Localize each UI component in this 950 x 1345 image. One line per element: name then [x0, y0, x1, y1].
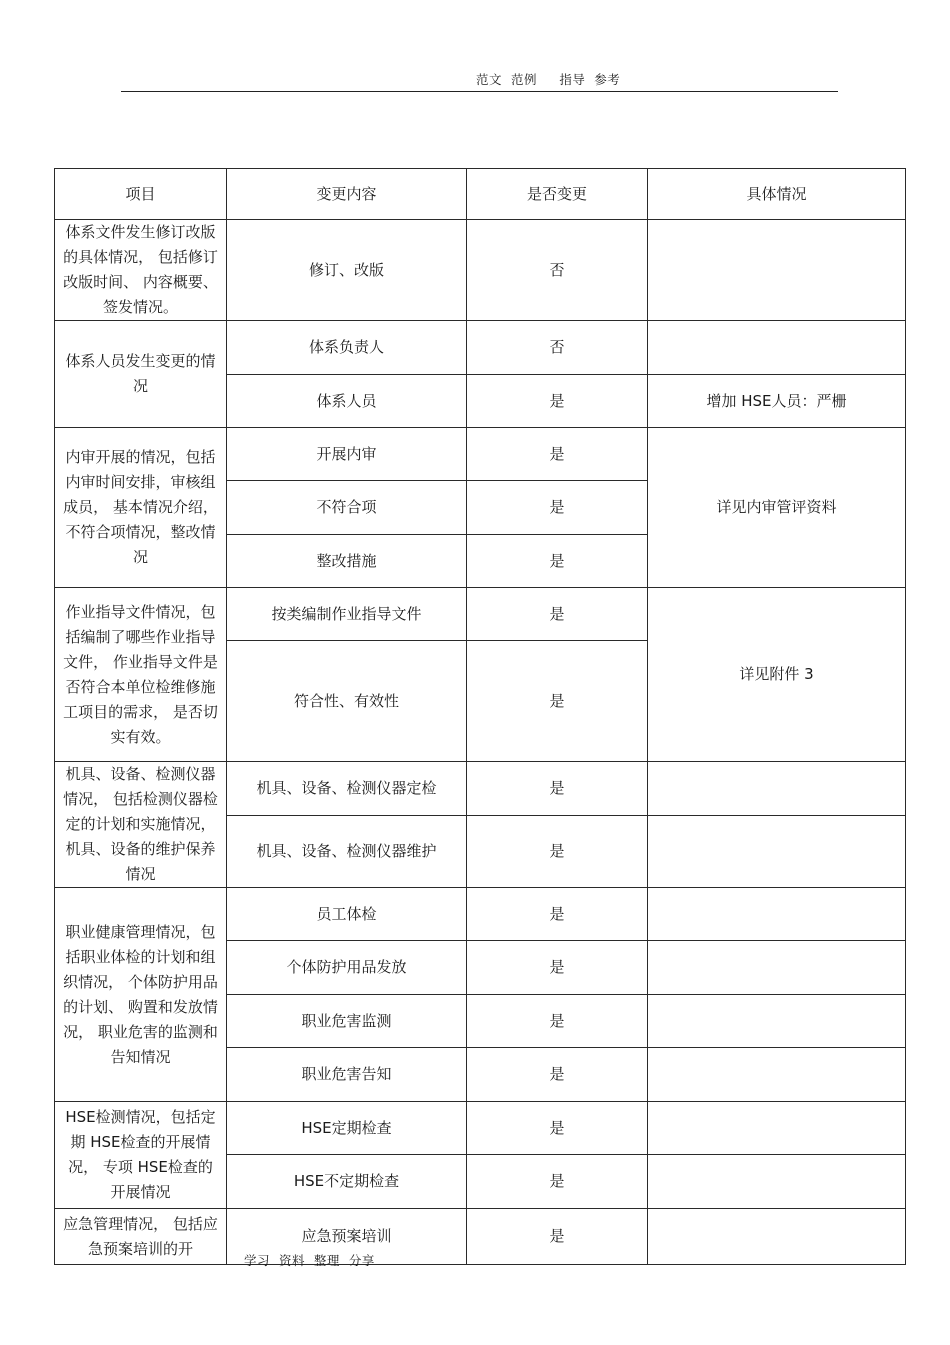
- content-cell: 体系人员: [227, 375, 467, 428]
- item-cell: 作业指导文件情况，包括编制了哪些作业指导文件， 作业指导文件是否符合本单位检维修施工项目的需求， 是否切实有效。: [55, 588, 227, 762]
- table-row: [55, 321, 906, 375]
- detail-cell: [648, 816, 906, 888]
- item-cell: HSE检测情况，包括定期 HSE检查的开展情况， 专项 HSE检查的开展情况: [55, 1102, 227, 1209]
- content-cell: 机具、设备、检测仪器定检: [227, 762, 467, 816]
- changed-cell: 是: [467, 375, 648, 428]
- detail-cell: [648, 941, 906, 995]
- changed-cell: 是: [467, 481, 648, 535]
- detail-cell: 详见内审管评资料: [648, 428, 906, 588]
- changed-cell: 是: [467, 1048, 648, 1102]
- content-cell: 职业危害监测: [227, 995, 467, 1048]
- changed-cell: 是: [467, 1209, 648, 1265]
- content-cell: 符合性、有效性: [227, 641, 467, 762]
- page-footer-text: 学习 资料 整理 分享: [244, 1253, 375, 1268]
- item-cell: 内审开展的情况，包括内审时间安排，审核组成员， 基本情况介绍， 不符合项情况，整改情况: [55, 428, 227, 588]
- changed-cell: 是: [467, 641, 648, 762]
- detail-cell: [648, 1048, 906, 1102]
- detail-cell: [648, 1102, 906, 1155]
- changed-cell: 是: [467, 1102, 648, 1155]
- detail-cell: [648, 888, 906, 941]
- header-cell-item: 项目: [55, 169, 227, 220]
- item-cell: 职业健康管理情况，包括职业体检的计划和组织情况， 个体防护用品的计划、 购置和发放情况， 职业危害的监测和告知情况: [55, 888, 227, 1102]
- content-cell: 机具、设备、检测仪器维护: [227, 816, 467, 888]
- header-cell-detail: 具体情况: [648, 169, 906, 220]
- content-cell: 应急预案培训: [227, 1209, 467, 1265]
- table-row: [55, 220, 906, 321]
- changed-cell: 是: [467, 995, 648, 1048]
- content-cell: 个体防护用品发放: [227, 941, 467, 995]
- header-rule: [121, 91, 838, 92]
- change-table: [54, 168, 906, 1265]
- changed-cell: 是: [467, 941, 648, 995]
- changed-cell: 是: [467, 1155, 648, 1209]
- detail-cell: [648, 995, 906, 1048]
- detail-cell: 详见附件 3: [648, 588, 906, 762]
- changed-cell: 否: [467, 220, 648, 321]
- changed-cell: 是: [467, 888, 648, 941]
- header-cell-content: 变更内容: [227, 169, 467, 220]
- header-cell-changed: 是否变更: [467, 169, 648, 220]
- detail-cell: [648, 321, 906, 375]
- detail-cell: [648, 1155, 906, 1209]
- changed-cell: 是: [467, 535, 648, 588]
- content-cell: 开展内审: [227, 428, 467, 481]
- content-cell: 修订、改版: [227, 220, 467, 321]
- table-row: [55, 1209, 906, 1265]
- content-cell: 员工体检: [227, 888, 467, 941]
- page-header-text: 范文 范例 指导 参考: [476, 72, 621, 87]
- detail-cell: 增加 HSE人员：严栅: [648, 375, 906, 428]
- content-cell: 不符合项: [227, 481, 467, 535]
- content-cell: 整改措施: [227, 535, 467, 588]
- table-row: [55, 588, 906, 641]
- changed-cell: 是: [467, 428, 648, 481]
- content-cell: 体系负责人: [227, 321, 467, 375]
- table-row: [55, 428, 906, 481]
- changed-cell: 是: [467, 588, 648, 641]
- item-cell: 体系人员发生变更的情况: [55, 321, 227, 428]
- content-cell: 职业危害告知: [227, 1048, 467, 1102]
- content-cell: HSE定期检查: [227, 1102, 467, 1155]
- table-header-row: [55, 169, 906, 220]
- table-row: [55, 762, 906, 816]
- content-cell: HSE不定期检查: [227, 1155, 467, 1209]
- detail-cell: [648, 1209, 906, 1265]
- changed-cell: 是: [467, 816, 648, 888]
- item-cell: 机具、设备、检测仪器情况， 包括检测仪器检定的计划和实施情况，机具、设备的维护保养情况: [55, 762, 227, 888]
- table-row: [55, 1102, 906, 1155]
- changed-cell: 否: [467, 321, 648, 375]
- item-cell: 体系文件发生修订改版的具体情况， 包括修订改版时间、 内容概要、签发情况。: [55, 220, 227, 321]
- detail-cell: [648, 762, 906, 816]
- changed-cell: 是: [467, 762, 648, 816]
- item-cell: 应急管理情况， 包括应急预案培训的开: [55, 1209, 227, 1265]
- detail-cell: [648, 220, 906, 321]
- table-row: [55, 888, 906, 941]
- content-cell: 按类编制作业指导文件: [227, 588, 467, 641]
